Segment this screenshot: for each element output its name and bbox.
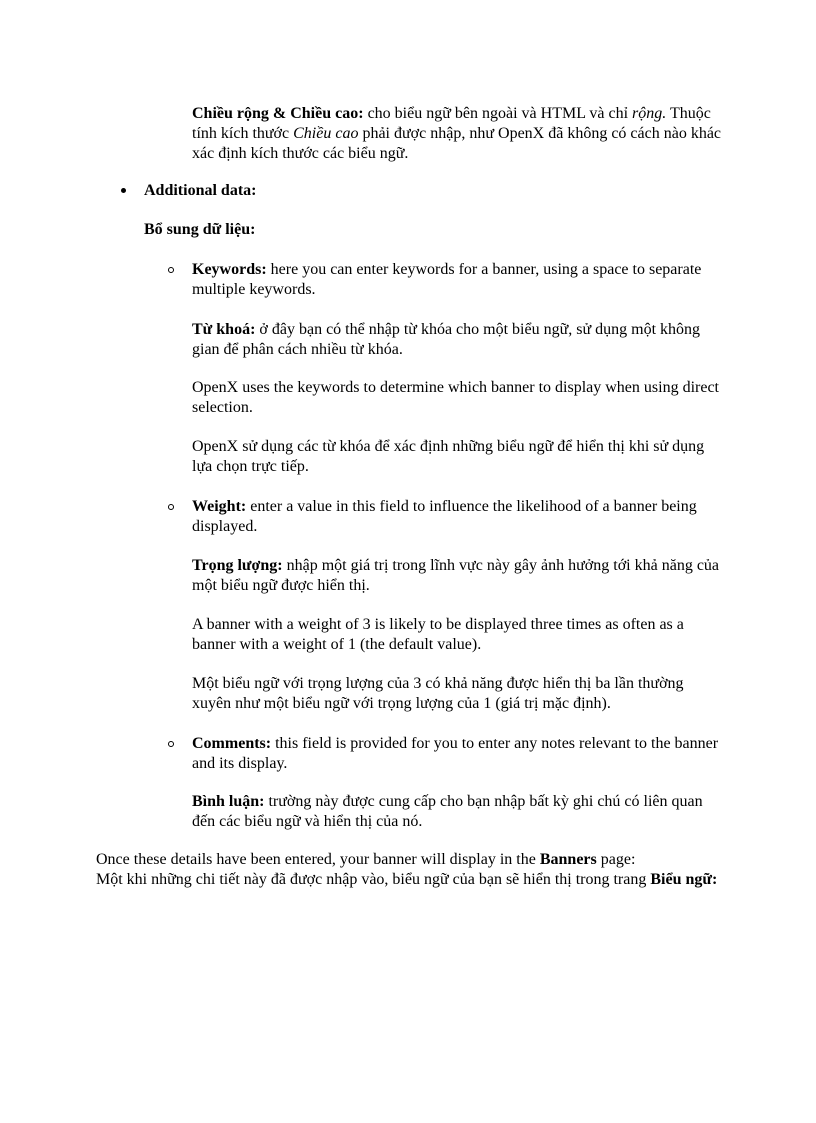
keywords-vi-label: Từ khoá: [192, 321, 256, 338]
additional-heading-en-text: Additional data: [144, 182, 257, 199]
weight-en-text: enter a value in this field to influence the likelihood of a banner being displayed. [192, 498, 697, 535]
keywords-note-en: OpenX uses the keywords to determine which banner to display when using direct selection. [192, 379, 719, 416]
weight-note-vi: Một biểu ngữ với trọng lượng của 3 có khả năng được hiển thị ba lần thường xuyên như một biểu ngữ với trọng lượng của 1 (giá trị mặc định). [192, 675, 684, 712]
comments-en [192, 734, 722, 774]
comments-vi-text: trường này được cung cấp cho bạn nhập bất kỳ ghi chú có liên quan đến các biểu ngữ và hiển thị của nó. [192, 793, 703, 830]
bullet-disc-icon [121, 188, 126, 193]
comments-en-label: Comments: [192, 735, 272, 752]
additional-heading-en [144, 181, 256, 201]
intro-text-2: Thuộc tính kích thước [192, 105, 711, 142]
intro-text-1: cho biểu ngữ bên ngoài và HTML và chỉ [363, 105, 633, 122]
weight-vi [192, 556, 722, 596]
keywords-vi [192, 320, 722, 360]
intro-paragraph [192, 104, 722, 164]
keywords-en [192, 260, 722, 300]
closing-en-text: Once these details have been entered, your banner will display in the [96, 851, 540, 868]
bullet-circle-icon [168, 267, 174, 273]
additional-heading-vi [144, 220, 255, 240]
closing-en-end: page: [596, 851, 636, 868]
weight-en-label: Weight: [192, 498, 247, 515]
closing-vi-bold: Biểu ngữ: [650, 871, 718, 888]
keywords-en-text: here you can enter keywords for a banner, using a space to separate multiple keywords. [192, 261, 702, 298]
additional-heading-vi-text: Bổ sung dữ liệu: [144, 221, 256, 238]
weight-note-en: A banner with a weight of 3 is likely to be displayed three times as often as a banner with a weight of 1 (the default value). [192, 616, 684, 653]
comments-vi [192, 792, 722, 832]
weight-en [192, 497, 722, 537]
bullet-circle-icon [168, 504, 174, 510]
intro-italic-1: rộng. [632, 105, 667, 122]
intro-italic-2: Chiều cao [293, 125, 359, 142]
intro-text-3: phải được nhập, như OpenX đã không có cách nào khác xác định kích thước các biểu ngữ. [192, 125, 722, 162]
comments-vi-label: Bình luận: [192, 793, 265, 810]
intro-label: Chiều rộng & Chiều cao: [192, 105, 364, 122]
weight-vi-label: Trọng lượng: [192, 557, 283, 574]
keywords-vi-text: ở đây bạn có thể nhập từ khóa cho một biểu ngữ, sử dụng một không gian để phân cách nhiều từ khóa. [192, 321, 701, 358]
closing-vi [96, 870, 717, 890]
comments-en-text: this field is provided for you to enter any notes relevant to the banner and its display. [192, 735, 719, 772]
bullet-circle-icon [168, 741, 174, 747]
keywords-en-label: Keywords: [192, 261, 267, 278]
closing-vi-text: Một khi những chi tiết này đã được nhập vào, biểu ngữ của bạn sẽ hiển thị trong trang [96, 871, 651, 888]
keywords-note-vi: OpenX sử dụng các từ khóa để xác định những biểu ngữ để hiển thị khi sử dụng lựa chọn trực tiếp. [192, 438, 705, 475]
weight-vi-text: nhập một giá trị trong lĩnh vực này gây ảnh hưởng tới khả năng của một biểu ngữ được hiển thị. [192, 557, 720, 594]
closing-en-bold: Banners [539, 851, 597, 868]
closing-en [96, 850, 635, 870]
